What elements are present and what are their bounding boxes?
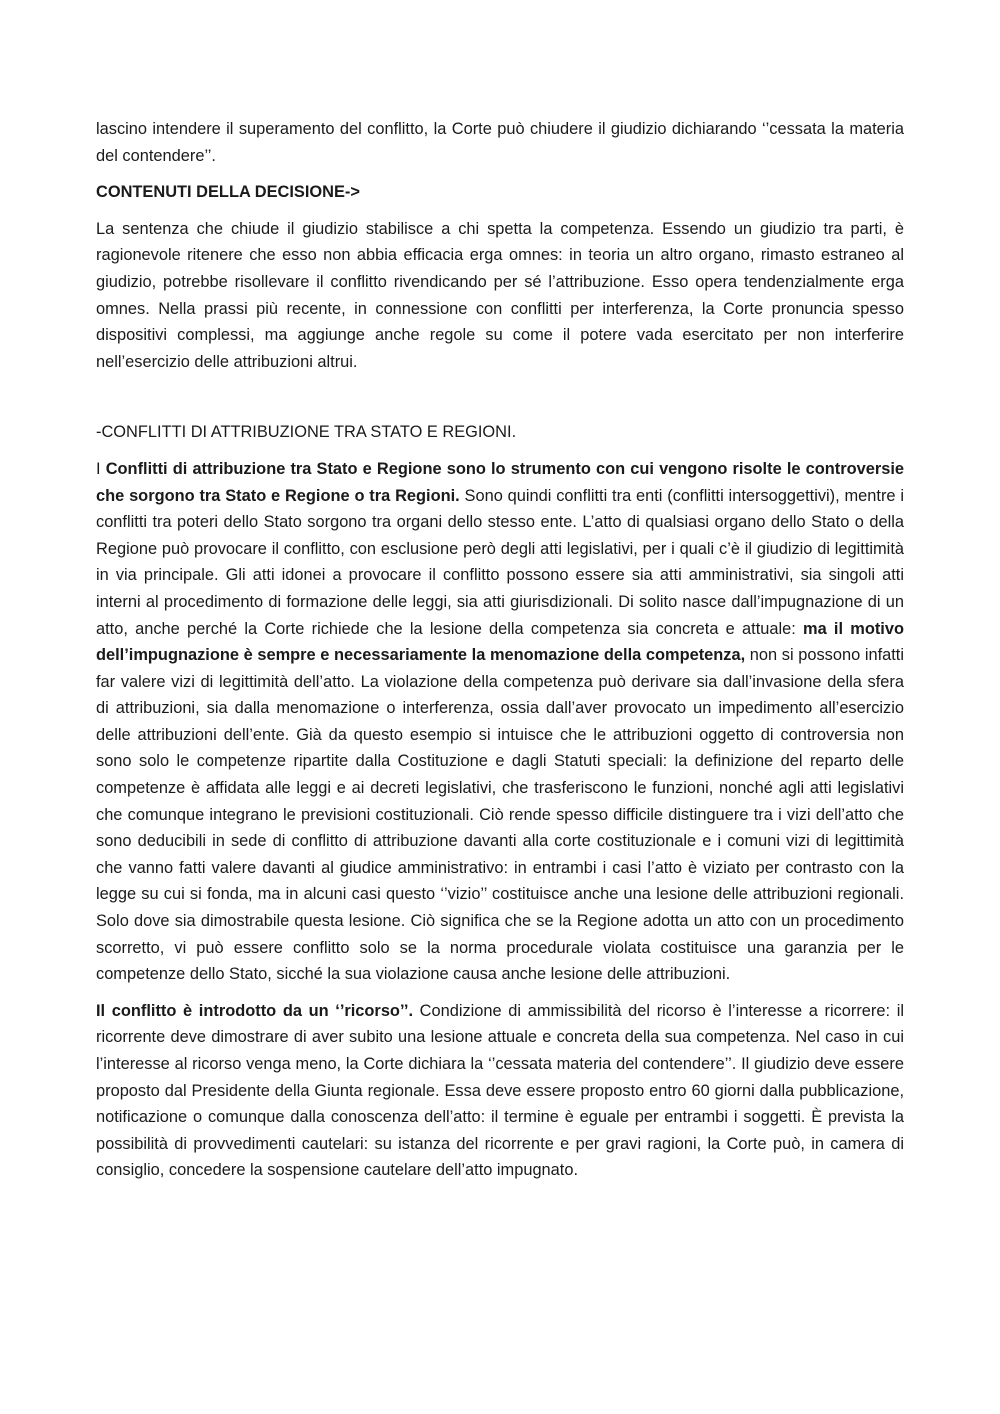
paragraph-ricorso [96,998,904,1184]
paragraph-conflitti-attribuzione [96,456,904,988]
bold-ricorso: Il conflitto è introdotto da un ‘’ricorso’’. [96,1001,413,1020]
paragraph-text: non si possono infatti far valere vizi di legittimità dell’atto. La violazione della competenza può derivare sia dall’invasione della sfera di attribuzioni, sia dalla menomazione o interferenza, ossia dall’aver provocato un impedimento all’esercizio delle attribuzioni dell’ente. Già da questo esempio si intuisce che le attribuzioni oggetto di controversia non sono solo le competenze ripartite dalla Costituzione e dagli Statuti speciali: la definizione del reparto delle competenze è affidata alle leggi e ai decreti legislativi, che trasferiscono le funzioni, nonché agli atti legislativi che comunque integrano le previsioni costituzionali. Ciò rende spesso difficile distinguere tra i vizi dell’atto che sono deducibili in sede di conflitto di attribuzione davanti alla corte costituzionale e i comuni vizi di legittimità che vanno fatti valere davanti al giudice amministrativo: in entrambi i casi l’atto è viziato per contrasto con la legge su cui si fonda, ma in alcuni casi questo ‘’vizio’’ costituisce anche una lesione delle attribuzioni regionali. Solo dove sia dimostrabile questa lesione. Ciò significa che se la Regione adotta un atto con un procedimento scorretto, vi può essere conflitto solo se la norma procedurale violata costituisce una garanzia per le competenze dello Stato, sicché la sua violazione causa anche lesione delle attribuzioni. [96,646,904,984]
paragraph-sentenza: La sentenza che chiude il giudizio stabilisce a chi spetta la competenza. Essendo un giudizio tra parti, è ragionevole ritenere che esso non abbia efficacia erga omnes: in teoria un altro organo, rimasto estraneo al giudizio, potrebbe risollevare il conflitto rivendicando per sé l’attribuzione. Esso opera tendenzialmente erga omnes. Nella prassi più recente, in connessione con conflitti per interferenza, la Corte pronuncia spesso dispositivi complessi, ma aggiunge anche regole su come il potere vada esercitato per non interferire nell’esercizio delle attribuzioni altrui. [96,219,904,371]
document-page [96,116,904,1194]
paragraph-text: Sono quindi conflitti tra enti (conflitti intersoggettivi), mentre i conflitti tra poteri dello Stato sorgono tra organi dello stesso ente. L’atto di qualsiasi organo dello Stato o della Regione può provocare il conflitto, con esclusione però degli atti legislativi, per i quali c’è il giudizio di legittimità in via principale. Gli atti idonei a provocare il conflitto possono essere sia atti amministrativi, sia singoli atti interni al procedimento di formazione delle leggi, sia atti giurisdizionali. Di solito nasce dall’impugnazione di un atto, anche perché la Corte richiede che la lesione della competenza sia concreta e attuale: [96,486,905,638]
bold-motivo: ma il motivo dell’impugnazione è sempre e necessariamente la menomazione della competenza, [96,619,904,665]
section-title-conflitti: -CONFLITTI DI ATTRIBUZIONE TRA STATO E REGIONI. [96,423,517,442]
heading-contenuti-decisione: CONTENUTI DELLA DECISIONE-> [96,183,360,202]
paragraph-continuation: lascino intendere il superamento del conflitto, la Corte può chiudere il giudizio dichiarando ‘’cessata la materia del contendere’’. [96,120,904,165]
paragraph-lead: I [96,459,106,478]
bold-definition: Conflitti di attribuzione tra Stato e Regione sono lo strumento con cui vengono risolte le controversie che sorgono tra Stato e Regione o tra Regioni. [96,459,905,505]
paragraph-text: Condizione di ammissibilità del ricorso è l’interesse a ricorrere: il ricorrente deve dimostrare di aver subito una lesione attuale e concreta della sua competenza. Nel caso in cui l’interesse al ricorso venga meno, la Corte dichiara la ‘’cessata materia del contendere’’. Il giudizio deve essere proposto dal Presidente della Giunta regionale. Essa deve essere proposto entro 60 giorni dalla pubblicazione, notificazione o comunque dalla conoscenza dell’atto: il termine è eguale per entrambi i soggetti. È prevista la possibilità di provvedimenti cautelari: su istanza del ricorrente e per gravi ragioni, la Corte può, in camera di consiglio, concedere la sospensione cautelare dell’atto impugnato. [96,1001,904,1180]
